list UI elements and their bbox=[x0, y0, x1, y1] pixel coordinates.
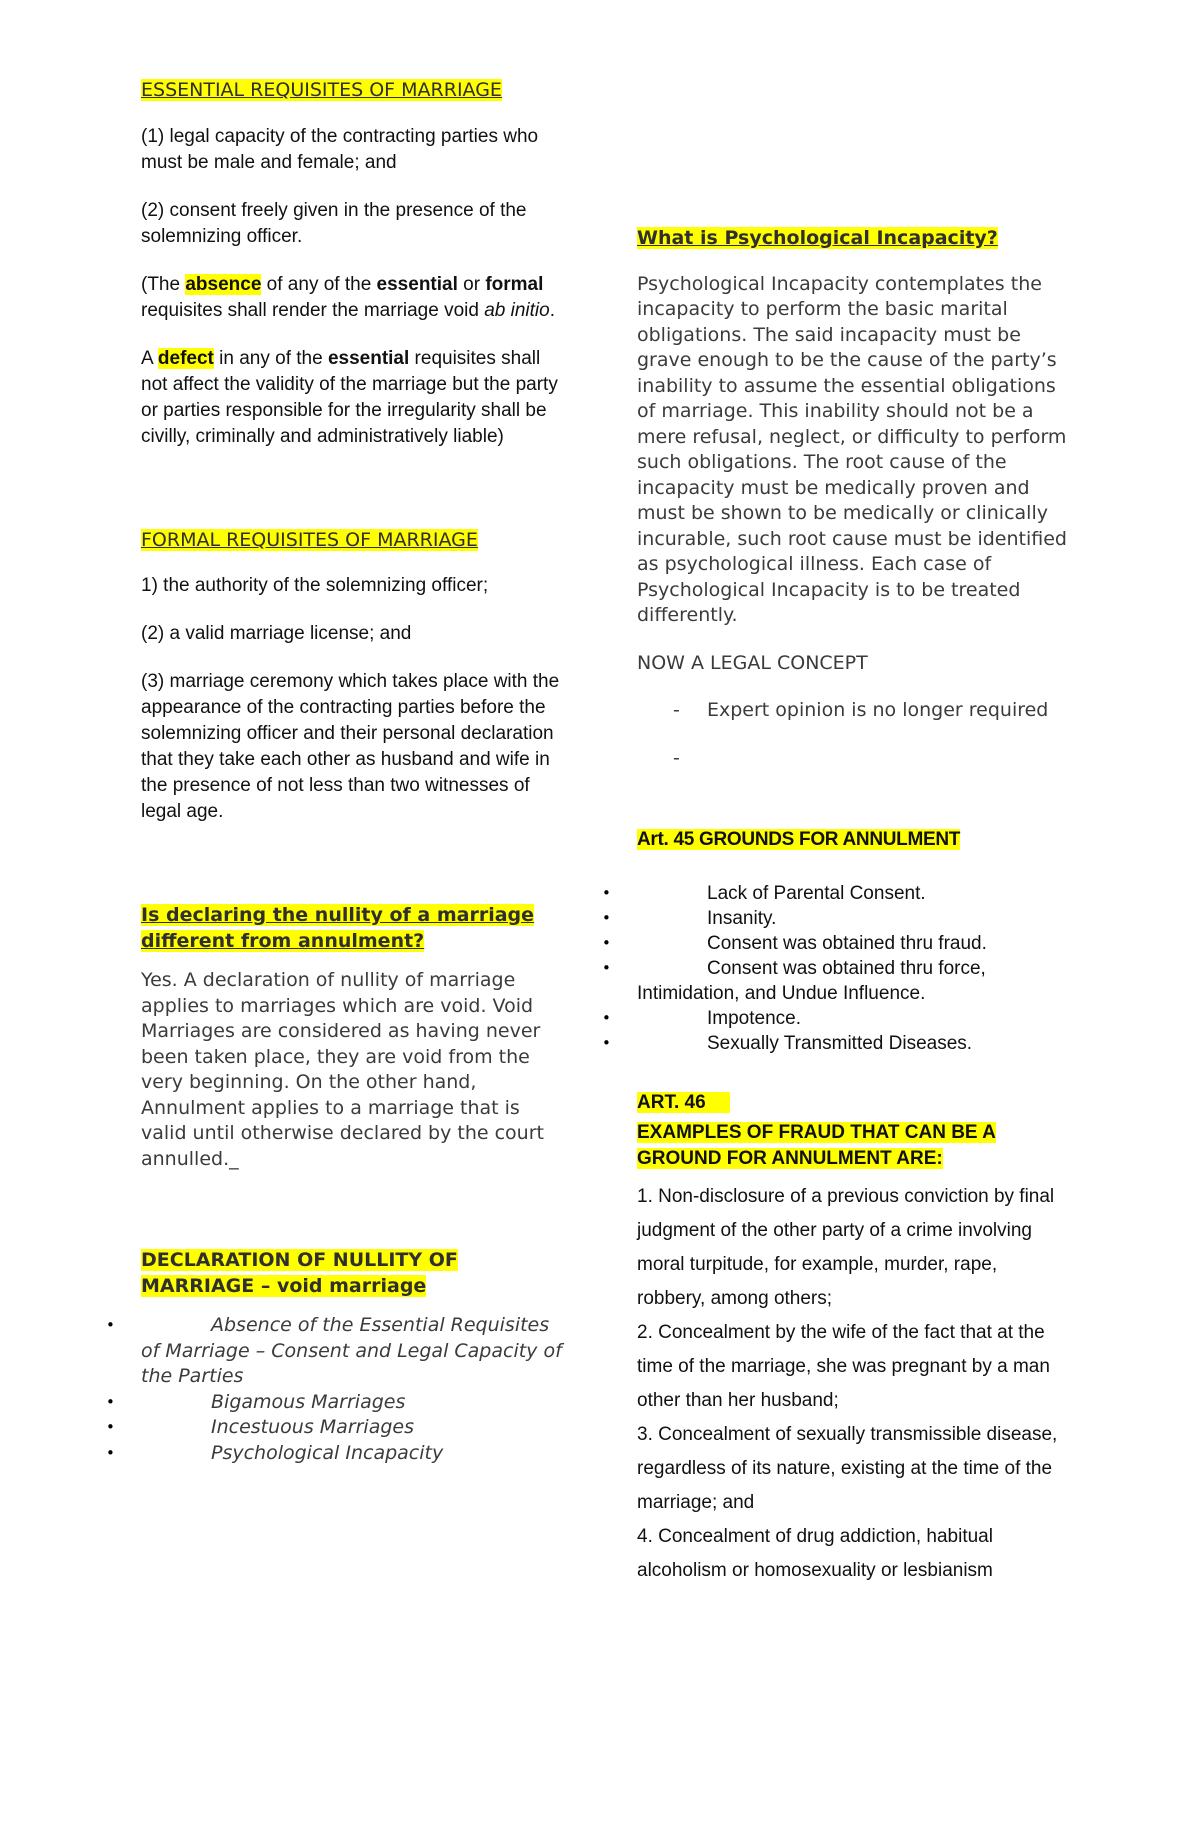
declaration-nullity-heading: DECLARATION OF NULLITY OF MARRIAGE – void marriage bbox=[141, 1249, 458, 1297]
defect-paragraph: A defect in any of the essential requisites shall not affect the validity of the marriage but the party or parties responsible for the irregularity shall be civilly, criminally and administratively liable) bbox=[141, 347, 558, 447]
bullet-icon: • bbox=[602, 909, 611, 927]
list-item: • Absence of the Essential Requisites of Marriage – Consent and Legal Capacity of the Parties bbox=[106, 1314, 562, 1387]
essential-item-1: (1) legal capacity of the contracting parties who must be male and female; and bbox=[141, 125, 539, 173]
legal-concept-list bbox=[637, 698, 1067, 771]
nullity-answer: Yes. A declaration of nullity of marriage applies to marriages which are void. Void Marriages are considered as having never been taken place, they are void from the very beginning. On the other hand, Annulment applies to a marriage that is valid until otherwise declared by the court annulled._ bbox=[141, 969, 544, 1170]
art46-label: ART. 46 bbox=[637, 1090, 1067, 1116]
legal-concept-label: NOW A LEGAL CONCEPT bbox=[637, 651, 868, 674]
formal-requisites-heading: FORMAL REQUISITES OF MARRIAGE bbox=[141, 528, 478, 551]
formal-item-2: (2) a valid marriage license; and bbox=[141, 623, 412, 644]
fraud-examples-list bbox=[637, 1180, 1067, 1588]
list-item: • Insanity. bbox=[602, 908, 777, 929]
essential-item-2: (2) consent freely given in the presence of the solemnizing officer. bbox=[141, 199, 527, 247]
dash-icon: - bbox=[673, 699, 680, 721]
list-item: • Sexually Transmitted Diseases. bbox=[602, 1033, 973, 1054]
bullet-icon: • bbox=[106, 1418, 115, 1436]
list-item bbox=[637, 746, 1067, 772]
art46-heading: EXAMPLES OF FRAUD THAT CAN BE A GROUND FOR ANNULMENT ARE: bbox=[637, 1122, 996, 1169]
formal-item-3: (3) marriage ceremony which takes place with the appearance of the contracting parties before the solemnizing officer and their personal declaration that they take each other as husband and wife in the presence of not less than two witnesses of legal age. bbox=[141, 671, 560, 822]
absence-paragraph: (The absence of any of the essential or formal requisites shall render the marriage void ab initio. bbox=[141, 273, 556, 321]
bullet-icon: • bbox=[106, 1443, 115, 1462]
psych-incapacity-body: Psychological Incapacity contemplates the incapacity to perform the basic marital obligations. The said incapacity must be grave enough to be the cause of the party’s inability to assume the essential obligations of marriage. This inability should not be a mere refusal, neglect, or difficulty to perform such obligations. The root cause of the incapacity must be medically proven and must be shown to be medically or clinically incurable, such root cause must be identified as psychological illness. Each case of Psychological Incapacity is to be treated differently. bbox=[637, 272, 1067, 626]
bullet-icon: • bbox=[602, 934, 611, 952]
list-item: • Impotence. bbox=[602, 1008, 801, 1029]
list-item: • Incestuous Marriages bbox=[141, 1415, 571, 1441]
list-item: • Consent was obtained thru fraud. bbox=[602, 933, 987, 954]
void-marriage-list bbox=[106, 1313, 571, 1466]
left-column bbox=[106, 78, 571, 1466]
nullity-question-heading: Is declaring the nullity of a marriage different from annulment? bbox=[141, 904, 535, 952]
list-item: • Bigamous Marriages bbox=[141, 1390, 571, 1416]
list-item: 2. Concealment by the wife of the fact that at the time of the marriage, she was pregnant by a man other than her husband; bbox=[637, 1322, 1050, 1411]
defect-highlight: defect bbox=[157, 347, 214, 369]
list-item: • Lack of Parental Consent. bbox=[602, 883, 926, 904]
absence-highlight: absence bbox=[185, 273, 262, 295]
bullet-icon: • bbox=[602, 884, 611, 902]
art45-heading: Art. 45 GROUNDS FOR ANNULMENT bbox=[637, 829, 961, 850]
bullet-icon: • bbox=[602, 1034, 611, 1052]
bullet-icon: • bbox=[602, 959, 611, 977]
list-item: 1. Non-disclosure of a previous conviction by final judgment of the other party of a crime involving moral turpitude, for example, murder, rape, robbery, among others; bbox=[637, 1186, 1055, 1309]
right-column bbox=[602, 226, 1067, 1588]
bullet-icon: • bbox=[602, 1009, 611, 1027]
list-item: 4. Concealment of drug addiction, habitual alcoholism or homosexuality or lesbianism bbox=[637, 1526, 993, 1581]
bullet-icon: • bbox=[106, 1392, 115, 1411]
psych-incapacity-heading: What is Psychological Incapacity? bbox=[637, 227, 998, 249]
list-item: - Expert opinion is no longer required bbox=[637, 698, 1067, 724]
list-item: • Psychological Incapacity bbox=[141, 1441, 571, 1467]
bullet-icon: • bbox=[106, 1316, 115, 1334]
formal-item-1: 1) the authority of the solemnizing officer; bbox=[141, 575, 489, 596]
dash-icon: - bbox=[673, 746, 680, 769]
essential-requisites-heading: ESSENTIAL REQUISITES OF MARRIAGE bbox=[141, 79, 502, 101]
list-item: 3. Concealment of sexually transmissible disease, regardless of its nature, existing at the time of the marriage; and bbox=[637, 1424, 1058, 1513]
list-item: • Consent was obtained thru force, Intimidation, and Undue Influence. bbox=[602, 958, 986, 1004]
annulment-grounds-list bbox=[602, 881, 1067, 1056]
